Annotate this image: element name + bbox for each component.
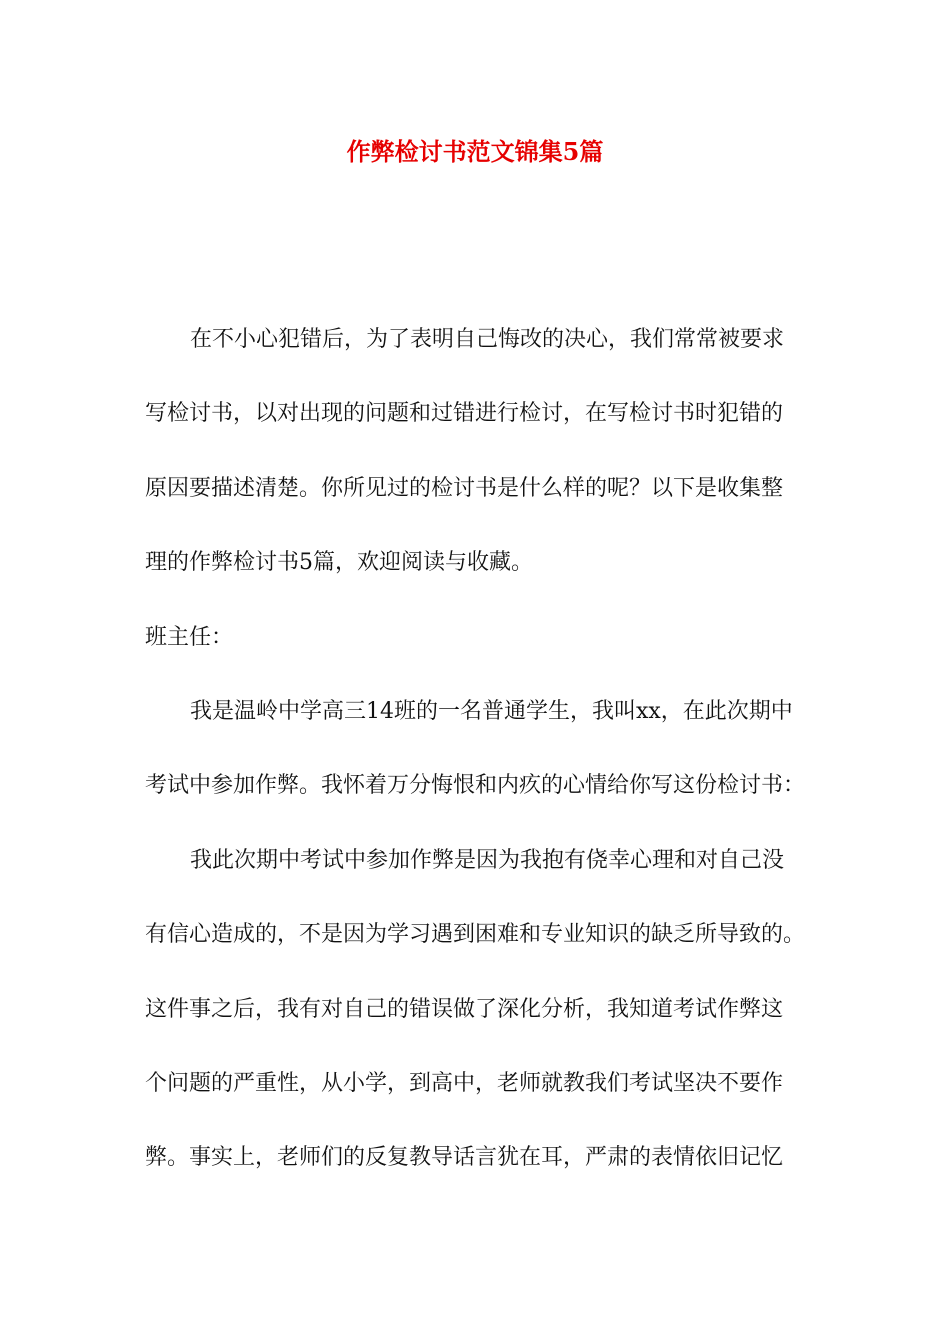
- text-line: 考试中参加作弊。我怀着万分悔恨和内疚的心情给你写这份检讨书：: [145, 773, 806, 799]
- text-line: 个问题的严重性，从小学，到高中，老师就教我们考试坚决不要作: [145, 1070, 784, 1096]
- text-line: 这件事之后，我有对自己的错误做了深化分析，我知道考试作弊这: [145, 996, 784, 1022]
- text-line: 弊。事实上，老师们的反复教导话言犹在耳，严肃的表情依旧记忆: [145, 1145, 784, 1171]
- text-line: 我是温岭中学高三14班的一名普通学生，我叫xx，在此次期中: [190, 698, 793, 724]
- document-body: [145, 322, 813, 1215]
- text-line: 在不小心犯错后，为了表明自己悔改的决心，我们常常被要求: [190, 327, 785, 352]
- text-line: 原因要描述清楚。你所见过的检讨书是什么样的呢？以下是收集整: [145, 475, 784, 501]
- text-line: 有信心造成的，不是因为学习遇到困难和专业知识的缺乏所导致的。: [145, 922, 806, 948]
- document-title: 作弊检讨书范文锦集5篇: [346, 137, 604, 166]
- text-line: 理的作弊检讨书5篇，欢迎阅读与收藏。: [145, 550, 533, 576]
- text-line: 我此次期中考试中参加作弊是因为我抱有侥幸心理和对自己没: [190, 847, 785, 873]
- salutation: 班主任：: [145, 624, 234, 650]
- text-line: 写检讨书，以对出现的问题和过错进行检讨，在写检讨书时犯错的: [145, 401, 784, 427]
